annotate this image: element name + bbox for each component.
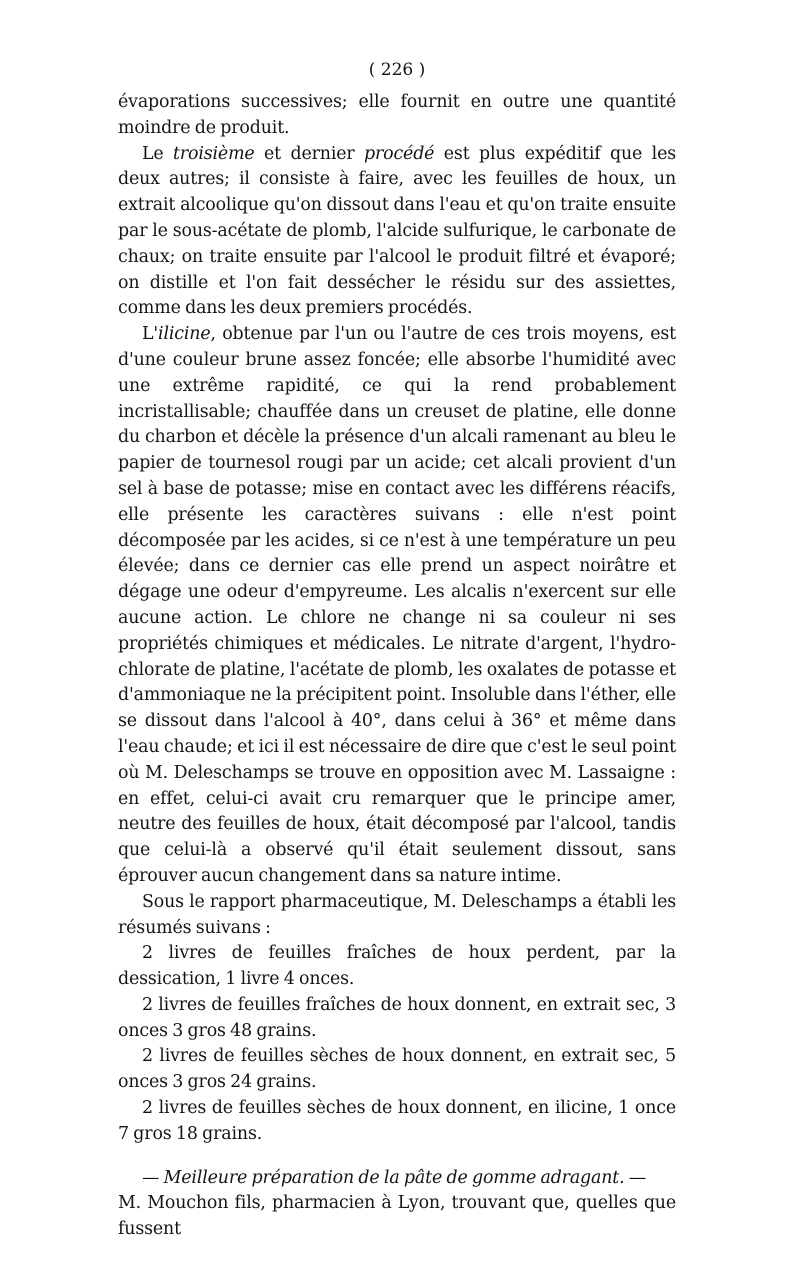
paragraph-text: est plus expéditif que les deux autres; il consiste à faire, avec les feuilles de houx, un extrait alcoolique qu'on dissout dans l'eau et qu'on traite ensuite par le sous-acétate de plomb, l'alcide sulfurique, le carbonate de chaux; on traite ensuite par l'alcool le produit filtré et évaporé; on distille et l'on fait dessécher le résidu sur des assiettes, comme dans les deux premiers procédés. [118, 143, 676, 319]
italic-term: procédé [364, 143, 435, 164]
paragraph-last-line: M. Mouchon fils, pharmacien à Lyon, trouvant que, quelles que fussent [118, 1193, 676, 1240]
paragraph-ilicine [118, 322, 676, 890]
list-item: 2 livres de feuilles fraîches de houx donnent, en extrait sec, 3 onces 3 gros 48 grains. [118, 994, 676, 1041]
paragraph-text: , obtenue par l'un ou l'autre de ces trois moyens, est d'une couleur brune assez foncée; elle absorbe l'humidité avec une extrême rapidité, ce qui la rend probablement incristallisable; chauffée dans un creuset de platine, elle donne du charbon et décèle la présence d'un alcali ramenant au bleu le papier de tournesol rougi par un acide; cet alcali provient d'un sel à base de potasse; mise en contact avec les différens réacifs, elle présente les caractères suivans : elle n'est point décomposée par les acides, si ce n'est à une température un peu élevée; dans ce dernier cas elle prend un aspect noirâtre et dégage une odeur d'empyreume. Les alcalis n'exercent sur elle aucune action. Le chlore ne change ni sa couleur ni ses propriétés chimiques et médicales. Le nitrate d'argent, l'hydro-chlorate de platine, l'acétate de plomb, les oxalates de potasse et d'ammoniaque ne la précipitent point. Insoluble dans l'éther, elle se dissout dans l'alcool à 40°, dans celui à 36° et même dans l'eau chaude; et ici il est nécessaire de dire que c'est le seul point où M. Deleschamps se trouve en opposition avec M. Lassaigne : en effet, celui-ci avait cru remarquer que le principe amer, neutre des feuilles de houx, était décomposé par l'alcool, tandis que celui-là a observé qu'il était seulement dissout, sans éprouver aucun changement dans sa nature intime. [118, 324, 676, 886]
paragraph-text: et dernier [254, 143, 364, 164]
italic-term: ilicine [158, 324, 211, 345]
list-item: 2 livres de feuilles fraîches de houx perdent, par la dessication, 1 livre 4 onces. [118, 943, 676, 990]
body-text [118, 90, 676, 1243]
section-heading [118, 1166, 676, 1192]
list-item: 2 livres de feuilles sèches de houx donnent, en extrait sec, 5 onces 3 gros 24 grains. [118, 1046, 676, 1093]
italic-term: troisième [173, 143, 255, 164]
list-item: 2 livres de feuilles sèches de houx donnent, en ilicine, 1 once 7 gros 18 grains. [118, 1098, 676, 1144]
page-number: ( 226 ) [368, 60, 426, 80]
paragraph-text: L' [142, 324, 159, 345]
heading-dash: — [142, 1167, 164, 1188]
paragraph-third-procedure [118, 142, 676, 323]
heading-dash: — [624, 1167, 647, 1188]
paragraph-continuation: évaporations successives; elle fournit en outre une quantité moindre de produit. [118, 92, 676, 138]
paragraph-pharmaceutical: Sous le rapport pharmaceutique, M. Deleschamps a établi les résumés suivans : [118, 891, 676, 938]
paragraph-text: Le [142, 143, 174, 164]
section-title: Meilleure préparation de la pâte de gomme adragant. [163, 1167, 625, 1188]
book-page [118, 56, 676, 1243]
